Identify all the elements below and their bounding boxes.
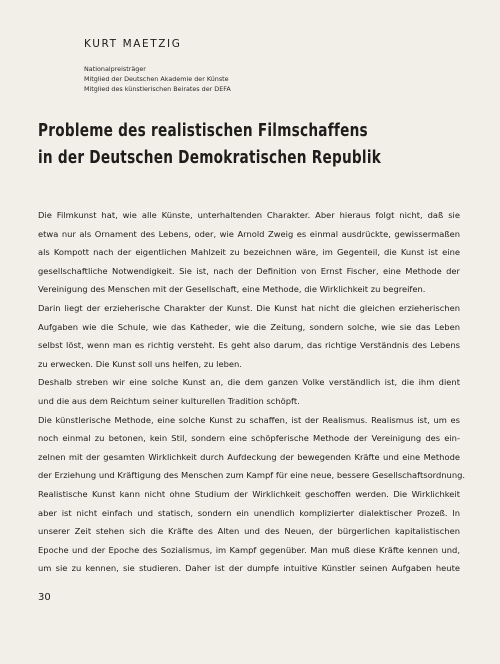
body-line: zelnen mit der gesamten Wirklichkeit durch Aufdeckung der bewegenden Kräfte und eine Methode	[38, 451, 460, 462]
article-body	[38, 206, 466, 578]
author-name: KURT MAETZIG	[84, 38, 182, 50]
body-line: Deshalb streben wir eine solche Kunst an, die dem ganzen Volke verständlich ist, die ihm dient	[38, 377, 460, 388]
title-line: Probleme des realistischen Filmschaffens	[38, 121, 368, 141]
page-number: 30	[38, 592, 51, 603]
body-line: selbst löst, wenn man es richtig versteht. Es geht also darum, das richtige Verständnis des Lebens	[38, 340, 460, 351]
body-line: Die künstlerische Methode, eine solche Kunst zu schaffen, ist der Realismus. Realismus ist, um es	[38, 414, 460, 425]
author-role: Mitglied des künstlerischen Beirates der DEFA	[84, 85, 231, 93]
body-line: Realistische Kunst kann nicht ohne Studium der Wirklichkeit geschoffen werden. Die Wirklichkeit	[38, 488, 460, 499]
body-line: und die aus dem Reichtum seiner kulturellen Tradition schöpft.	[38, 395, 300, 406]
body-line: gesellschaftliche Notwendigkeit. Sie ist, nach der Definition von Ernst Fischer, eine Methode der	[38, 265, 460, 276]
body-line: um sie zu kennen, sie studieren. Daher ist der dumpfe intuitive Künstler seinen Aufgaben heute	[38, 563, 460, 574]
title-line: in der Deutschen Demokratischen Republik	[38, 148, 382, 168]
body-line: Darin liegt der erzieherische Charakter der Kunst. Die Kunst hat nicht die gleichen erzieherischen	[38, 302, 460, 313]
body-line: Die Filmkunst hat, wie alle Künste, unterhaltenden Charakter. Aber hieraus folgt nicht, daß sie	[38, 210, 460, 220]
body-line: zu erwecken. Die Kunst soll uns helfen, zu leben.	[38, 358, 242, 369]
body-line: der Erziehung und Kräftigung des Menschen zum Kampf für eine neue, bessere Gesellschaftsordnung.	[38, 470, 466, 481]
author-role: Nationalpreisträger	[84, 65, 146, 73]
author-roles	[84, 64, 231, 94]
body-line: etwa nur als Ornament des Lebens, oder, wie Arnold Zweig es einmal ausdrückte, gewissermaßen	[38, 228, 460, 239]
body-line: noch einmal zu betonen, kein Stil, sondern eine schöpferische Methode der Vereinigung des ein-	[38, 433, 460, 444]
body-line: als Kompott nach der eigentlichen Mahlzeit zu bezeichnen wäre, im Gegenteil, die Kunst ist eine	[38, 247, 460, 258]
body-line: unserer Zeit stehen sich die Kräfte des Alten und des Neuen, der bürgerlichen kapitalistischen	[38, 526, 460, 537]
body-line: Epoche und der Epoche des Sozialismus, im Kampf gegenüber. Man muß diese Kräfte kennen und,	[38, 544, 460, 555]
body-line: Aufgaben wie die Schule, wie das Katheder, wie die Zeitung, sondern solche, wie sie das Leben	[38, 321, 460, 332]
body-line: Vereinigung des Menschen mit der Gesellschaft, eine Methode, die Wirklichkeit zu begreifen.	[38, 284, 426, 295]
body-line: aber ist nicht einfach und statisch, sondern ein unendlich komplizierter dialektischer Prozeß. In	[38, 507, 460, 518]
author-role: Mitglied der Deutschen Akademie der Künste	[84, 75, 229, 83]
article-title	[38, 118, 382, 172]
